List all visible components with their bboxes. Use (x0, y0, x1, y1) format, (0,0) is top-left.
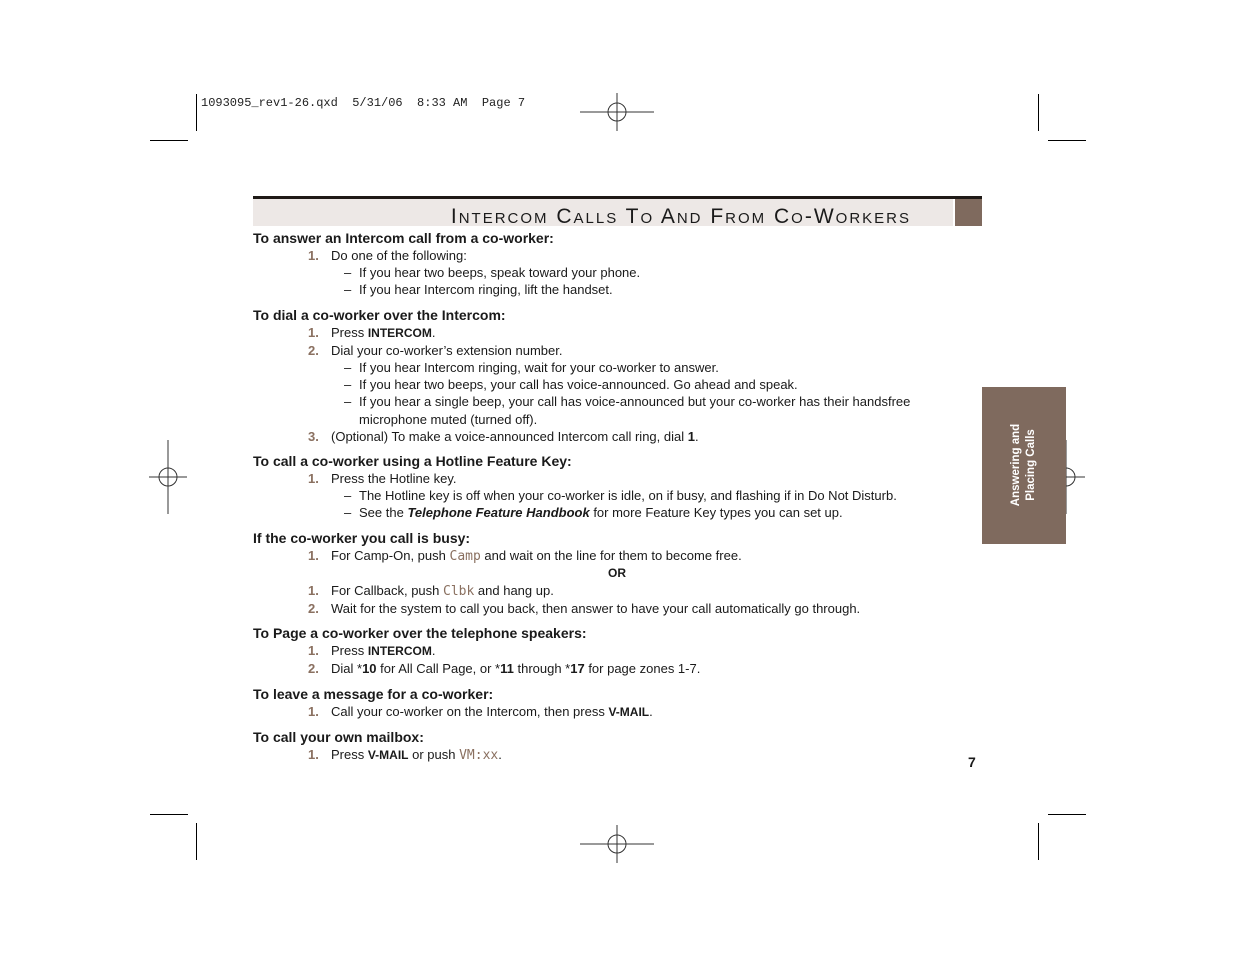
step-number: 1. (308, 248, 319, 263)
sub-bullet: – The Hotline key is off when your co-worker is idle, on if busy, and flashing if in Do Not Disturb. (344, 488, 897, 504)
sub-bullet: – See the Telephone Feature Handbook for more Feature Key types you can set up. (344, 505, 843, 521)
crop-mark (1038, 823, 1039, 860)
step-text: for All Call Page, or * (376, 661, 501, 677)
bullet-text: The Hotline key is off when your co-worker is idle, on if busy, and flashing if in Do Not Disturb. (359, 488, 897, 504)
dial-digit: 1 (687, 428, 695, 444)
sub-bullet: – If you hear a single beep, your call has voice-announced but your co-worker has their handsfree (344, 394, 911, 410)
step (253, 660, 983, 677)
step-text: . (694, 428, 699, 444)
bullet-text: If you hear a single beep, your call has voice-announced but your co-worker has their handsfree (359, 394, 911, 410)
step-text: . (649, 703, 653, 719)
main-content (253, 230, 983, 764)
intercom-key-label: INTERCOM (367, 644, 432, 659)
step (253, 547, 983, 565)
step-text: and hang up. (474, 582, 554, 598)
title-bar (253, 196, 982, 226)
step-text: Press (331, 324, 368, 340)
section-heading: If the co-worker you call is busy: (253, 529, 471, 546)
bullet-text: If you hear two beeps, speak toward your phone. (359, 265, 641, 281)
side-tab-label (1009, 424, 1039, 506)
step-text: Press (331, 643, 368, 659)
dial-code: 10 (362, 661, 377, 677)
step-text: or push (408, 746, 460, 762)
sub-bullet: – If you hear two beeps, your call has voice-announced. Go ahead and speak. (344, 377, 798, 393)
handbook-title: Telephone Feature Handbook (407, 505, 590, 521)
step (253, 582, 983, 600)
vmail-key-label: V-MAIL (367, 747, 409, 762)
step-number: 2. (308, 601, 319, 617)
step-number: 1. (308, 703, 319, 719)
step-number: 2. (308, 661, 319, 677)
page-number: 7 (968, 754, 976, 770)
side-tab-line2: Placing Calls (1025, 429, 1037, 501)
vm-softkey-label: VM:xx (459, 747, 499, 763)
step-text: Call your co-worker on the Intercom, then press (331, 703, 609, 719)
registration-mark-icon (131, 440, 205, 514)
step-number: 1. (308, 547, 319, 563)
bullet-text: If you hear Intercom ringing, lift the handset. (359, 282, 613, 298)
bullet-continuation: microphone muted (turned off). (359, 411, 538, 427)
step-text: For Callback, push (331, 582, 443, 598)
crop-mark (196, 94, 197, 131)
crop-mark (1048, 140, 1086, 141)
step-text: and wait on the line for them to become free. (480, 547, 742, 563)
step (253, 703, 983, 721)
step (253, 342, 983, 359)
crop-mark (150, 814, 188, 815)
step-text: Do one of the following: (331, 248, 467, 263)
section-heading: To dial a co-worker over the Intercom: (253, 306, 506, 323)
dial-code: 17 (570, 661, 585, 677)
crop-mark (196, 823, 197, 860)
step (253, 746, 983, 764)
sub-bullet: – If you hear two beeps, speak toward your phone. (344, 265, 641, 281)
or-separator: OR (608, 565, 626, 580)
print-slug: 1093095_rev1-26.qxd 5/31/06 8:33 AM Page 7 (201, 96, 526, 110)
page-title: Intercom Calls To And From Co-Workers (450, 205, 911, 228)
step-number: 3. (308, 428, 319, 444)
section-heading: To answer an Intercom call from a co-worker: (253, 230, 554, 246)
bullet-text: for more Feature Key types you can set up. (589, 505, 843, 521)
crop-mark (1038, 94, 1039, 131)
step (253, 470, 983, 487)
step-text: Press the Hotline key. (331, 471, 457, 487)
step (253, 642, 983, 660)
step (253, 600, 983, 617)
intercom-key-label: INTERCOM (367, 325, 432, 340)
step-number: 1. (308, 643, 319, 659)
registration-mark-icon (580, 75, 654, 149)
step-text: (Optional) To make a voice-announced Intercom call ring, dial (331, 428, 688, 444)
step-text: . (431, 324, 436, 340)
section-heading: To Page a co-worker over the telephone speakers: (253, 625, 587, 642)
step-number: 1. (308, 746, 319, 762)
clbk-softkey-label: Clbk (443, 583, 475, 599)
step-number: 1. (308, 582, 319, 598)
section-heading: To call a co-worker using a Hotline Feature Key: (253, 453, 572, 470)
bullet-text: See the (359, 505, 408, 521)
crop-mark (1048, 814, 1086, 815)
step-text: Wait for the system to call you back, then answer to have your call automatically go through. (331, 601, 861, 617)
step-number: 2. (308, 342, 319, 358)
side-tab-line1: Answering and (1010, 423, 1022, 507)
step-text: Press (331, 746, 368, 762)
section-heading: To leave a message for a co-worker: (253, 685, 494, 702)
registration-mark-icon (580, 807, 654, 881)
step-text: Dial * (331, 661, 363, 677)
step-text: through * (513, 661, 571, 677)
step (253, 428, 983, 445)
step (253, 247, 983, 264)
title-background (253, 199, 953, 226)
step-text: . (431, 643, 436, 659)
sub-bullet: – If you hear Intercom ringing, wait for your co-worker to answer. (344, 360, 719, 376)
dial-code: 11 (500, 661, 514, 677)
step (253, 324, 983, 342)
crop-mark (150, 140, 188, 141)
sub-bullet: – If you hear Intercom ringing, lift the handset. (344, 282, 613, 298)
step-text: Dial your co-worker’s extension number. (331, 342, 563, 358)
step-number: 1. (308, 324, 319, 340)
section-side-tab (982, 387, 1066, 544)
step-text: for page zones 1-7. (584, 661, 701, 677)
step-text: . (498, 746, 502, 762)
section-heading: To call your own mailbox: (253, 728, 424, 745)
bullet-text: If you hear two beeps, your call has voice-announced. Go ahead and speak. (359, 377, 798, 393)
step-text: For Camp-On, push (331, 547, 450, 563)
step-number: 1. (308, 471, 319, 487)
title-accent-block (955, 199, 982, 226)
camp-softkey-label: Camp (449, 548, 481, 564)
vmail-key-label: V-MAIL (608, 704, 650, 719)
bullet-text: If you hear Intercom ringing, wait for your co-worker to answer. (359, 360, 719, 376)
